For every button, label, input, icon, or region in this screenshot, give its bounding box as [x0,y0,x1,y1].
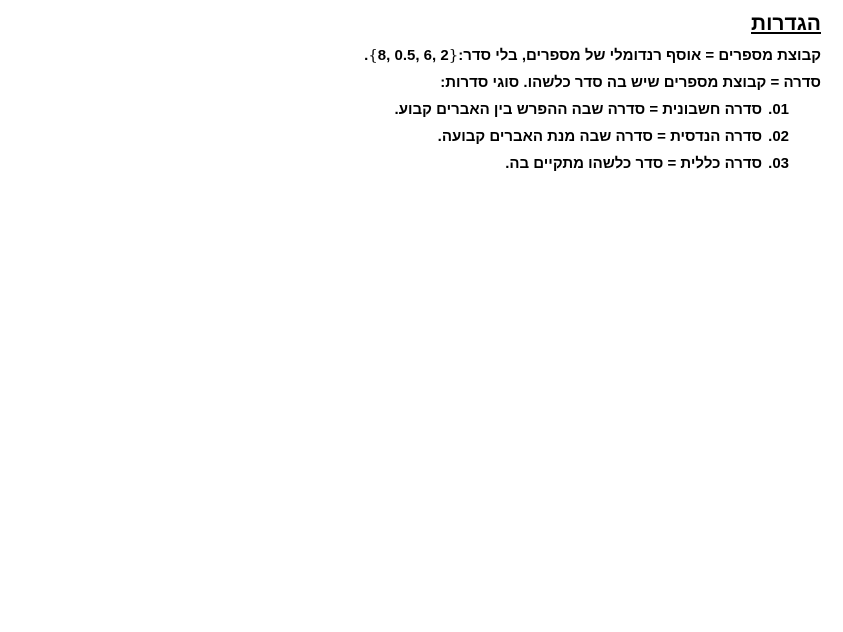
list-item-text: סדרה כללית = סדר כלשהו מתקיים בה. [505,155,763,172]
list-item-text: סדרה חשבונית = סדרה שבה ההפרש בין האברים קבוע. [394,101,763,118]
list-item-number: 02. [768,128,789,145]
list-item-text: סדרה הנדסית = סדרה שבה מנת האברים קבועה. [437,128,763,145]
number-set-definition [61,42,821,69]
list-item [61,123,789,150]
set-open-brace: { [368,46,378,64]
page-title: הגדרות [751,12,821,35]
list-item [61,96,789,123]
number-set-example [368,42,458,69]
sequence-types-list [61,96,821,177]
list-item-number: 03. [768,155,789,172]
number-set-definition-text: קבוצת מספרים = אוסף רנדומלי של מספרים, בלי סדר: [458,47,821,64]
document-page [61,10,821,177]
line-end-period: . [364,47,369,64]
set-values: 8, 0.5, 6, 2 [377,47,449,64]
set-close-brace: } [448,46,459,64]
list-item-number: 01. [768,101,789,118]
sequence-definition: סדרה = קבוצת מספרים שיש בה סדר כלשהו. סוגי סדרות: [440,74,821,91]
list-item [61,150,789,177]
